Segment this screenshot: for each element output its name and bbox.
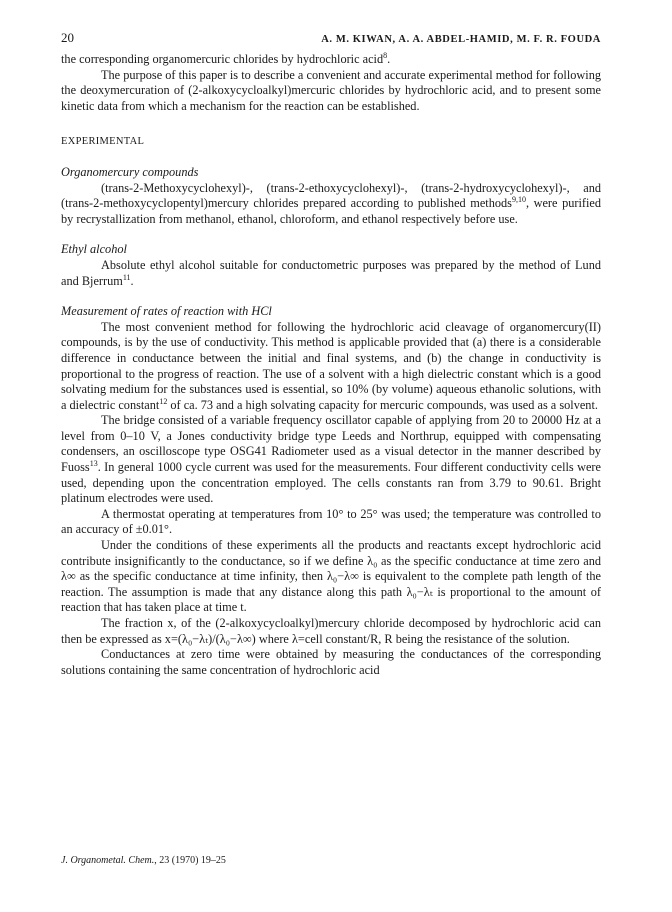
paragraph-conductance-definition: Under the conditions of these experiments all the products and reactants except hydrochloric acid contribute insignificantly to the conductance, so if we define λ₀ as the specific conductance at time zero and λ∞ as the specific conductance at time infinity, then λ₀−λ∞ is equivalent to the complete path length of the reaction. The assumption is made that any distance along this path λ₀−λₜ is proportional to the amount of reaction that has taken place at time t.: [61, 538, 601, 615]
subheading-organomercury: Organomercury compounds: [61, 164, 199, 179]
journal-citation: , 23 (1970) 19–25: [154, 855, 226, 866]
paragraph-thermostat: A thermostat operating at temperatures from 10° to 25° was used; the temperature was controlled to an accuracy of ±0.01°.: [61, 506, 601, 537]
subheading-ethyl-alcohol: Ethyl alcohol: [61, 242, 127, 257]
paragraph-conductivity-method: The most convenient method for following the hydrochloric acid cleavage of organomercury(II) compounds, is by the use of conductivity. This method is applicable provided that (a) there is a considerable difference in conductance between the initial and final systems, and (b) the change in conductivity is proportional to the progress of reaction. The use of a solvent with a high dielectric constant which is a good solvating medium for the substances used is essential, so 10% (by volume) aqueous ethanolic solutions, with a dielectric constant$^{12}$ of ca. 73 and a high solvating capacity for mercuric compounds, was used as a solvent.: [61, 319, 601, 412]
paragraph-organomercury: (trans-2-Methoxycyclohexyl)-, (trans-2-ethoxycyclohexyl)-, (trans-2-hydroxycyclohexyl)-, and (trans-2-methoxycyclopentyl)mercury chlorides prepared according to published methods$^{9,10}$, were purified by recrystallization from methanol, ethanol, chloroform, and ethanol respectively before use.: [61, 180, 602, 226]
section-heading-experimental: EXPERIMENTAL: [61, 136, 145, 148]
intro-paragraph: The purpose of this paper is to describe a convenient and accurate experimental method for following the deoxymercuration of (2-alkoxycycloalkyl)mercuric chlorides by hydrochloric acid, and to present some kinetic data from which a mechanism for the reaction can be established.: [61, 67, 601, 113]
paragraph-ethyl-alcohol: Absolute ethyl alcohol suitable for conductometric purposes was prepared by the method of Lund and Bjerrum$^{11}$.: [61, 257, 601, 288]
page: [61, 30, 601, 678]
journal-footer: [61, 855, 226, 866]
page-number: 20: [61, 30, 74, 45]
intro-line: the corresponding organomercuric chlorides by hydrochloric acid$^8$.: [61, 50, 391, 66]
article-body: [61, 52, 601, 678]
running-header: [61, 30, 601, 52]
subheading-measurement: Measurement of rates of reaction with HCl: [61, 304, 272, 319]
running-header-authors: A. M. KIWAN, A. A. ABDEL-HAMID, M. F. R. FOUDA: [321, 34, 601, 45]
paragraph-bridge: The bridge consisted of a variable frequency oscillator capable of applying from 20 to 20000 Hz at a level from 0–10 V, a Jones conductivity bridge type Leeds and Northrup, equipped with compensating condensers, an oscilloscope type OSG41 Radiometer used as a visual detector in the manner described by Fuoss$^{13}$. In general 1000 cycle current was used for the measurements. Four different conductivity cells were used, depending upon the concentration employed. The cells constants ran from 3.79 to 90.61. Bright platinum electrodes were used.: [61, 413, 601, 506]
journal-name: J. Organometal. Chem.: [61, 855, 155, 866]
paragraph-fraction-decomposed: The fraction x, of the (2-alkoxycycloalkyl)mercury chloride decomposed by hydrochloric acid can then be expressed as x=(λ₀−λₜ)/(λ₀−λ∞) where λ=cell constant/R, R being the resistance of the solution.: [61, 616, 601, 646]
paragraph-zero-time: Conductances at zero time were obtained by measuring the conductances of the corresponding solutions containing the same concentration of hydrochloric acid: [61, 647, 601, 677]
